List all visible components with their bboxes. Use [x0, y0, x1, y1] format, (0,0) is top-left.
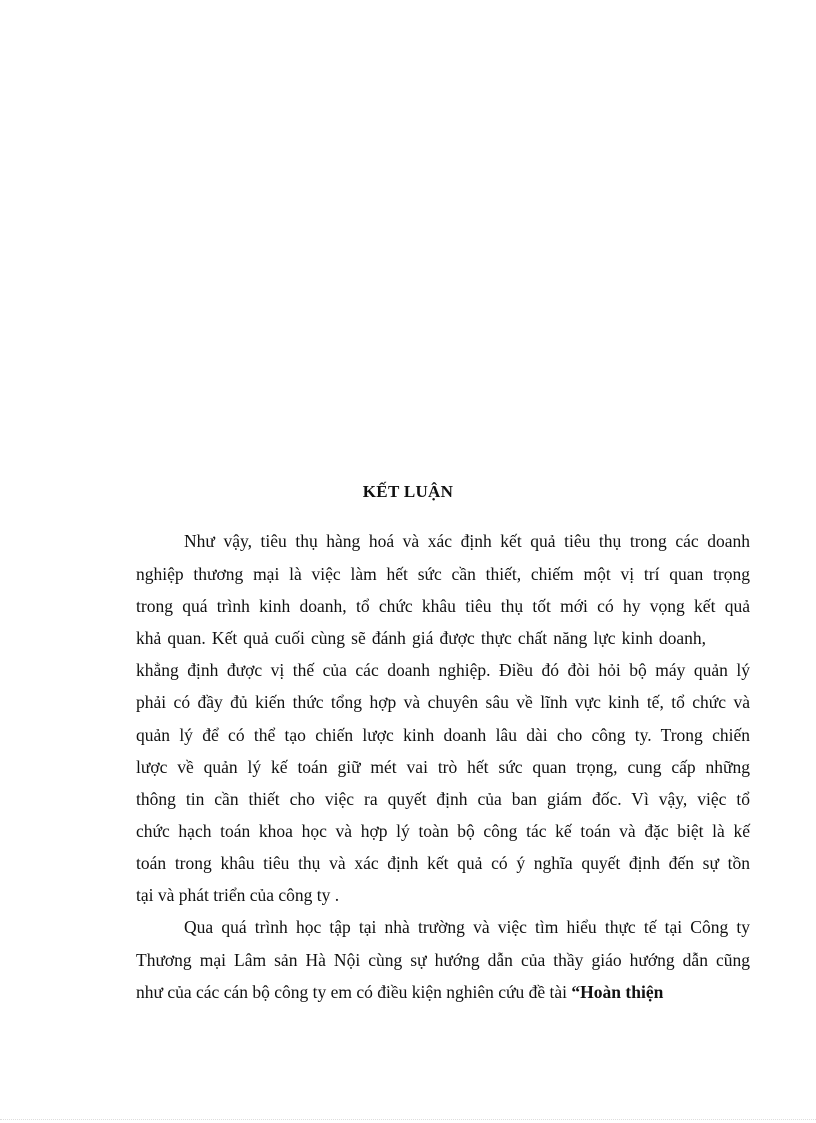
paragraph-line: tại và phát triển của công ty .	[136, 885, 340, 905]
paragraph-line: trong quá trình kinh doanh, tổ chức khâu tiêu thụ tốt mới có hy vọng kết quả	[136, 596, 750, 616]
paragraph-line: lược về quản lý kế toán giữ mét vai trò hết sức quan trọng, cung cấp những	[136, 757, 750, 777]
paragraph-line: khả quan. Kết quả cuối cùng sẽ đánh giá được thực chất năng lực kinh doanh,	[136, 628, 706, 648]
paragraph-line: phải có đầy đủ kiến thức tổng hợp và chuyên sâu về lĩnh vực kinh tế, tổ chức và	[136, 692, 750, 712]
paragraph-line: chức hạch toán khoa học và hợp lý toàn bộ công tác kế toán và đặc biệt là kế	[136, 821, 750, 841]
paragraph-line	[136, 981, 663, 1003]
thesis-title-text: “Hoàn thiện	[571, 982, 664, 1002]
paragraph-line: Như vậy, tiêu thụ hàng hoá và xác định kết quả tiêu thụ trong các doanh	[184, 531, 750, 551]
page-divider	[0, 1119, 816, 1120]
paragraph-line: toán trong khâu tiêu thụ và xác định kết quả có ý nghĩa quyết định đến sự tồn	[136, 853, 750, 873]
paragraph-line: nghiệp thương mại là việc làm hết sức cần thiết, chiếm một vị trí quan trọng	[136, 564, 750, 584]
paragraph-line: Qua quá trình học tập tại nhà trường và việc tìm hiểu thực tế tại Công ty	[184, 917, 750, 937]
paragraph-text: như của các cán bộ công ty em có điều kiện nghiên cứu đề tài	[136, 982, 572, 1002]
paragraph-line: khẳng định được vị thế của các doanh nghiệp. Điều đó đòi hỏi bộ máy quản lý	[136, 660, 750, 680]
paragraph-line: Thương mại Lâm sản Hà Nội cùng sự hướng dẫn của thầy giáo hướng dẫn cũng	[136, 950, 750, 970]
paragraph-line: thông tin cần thiết cho việc ra quyết định của ban giám đốc. Vì vậy, việc tổ	[136, 789, 750, 809]
page-title: KẾT LUẬN	[362, 482, 454, 501]
paragraph-line: quản lý để có thể tạo chiến lược kinh doanh lâu dài cho công ty. Trong chiến	[136, 725, 750, 745]
